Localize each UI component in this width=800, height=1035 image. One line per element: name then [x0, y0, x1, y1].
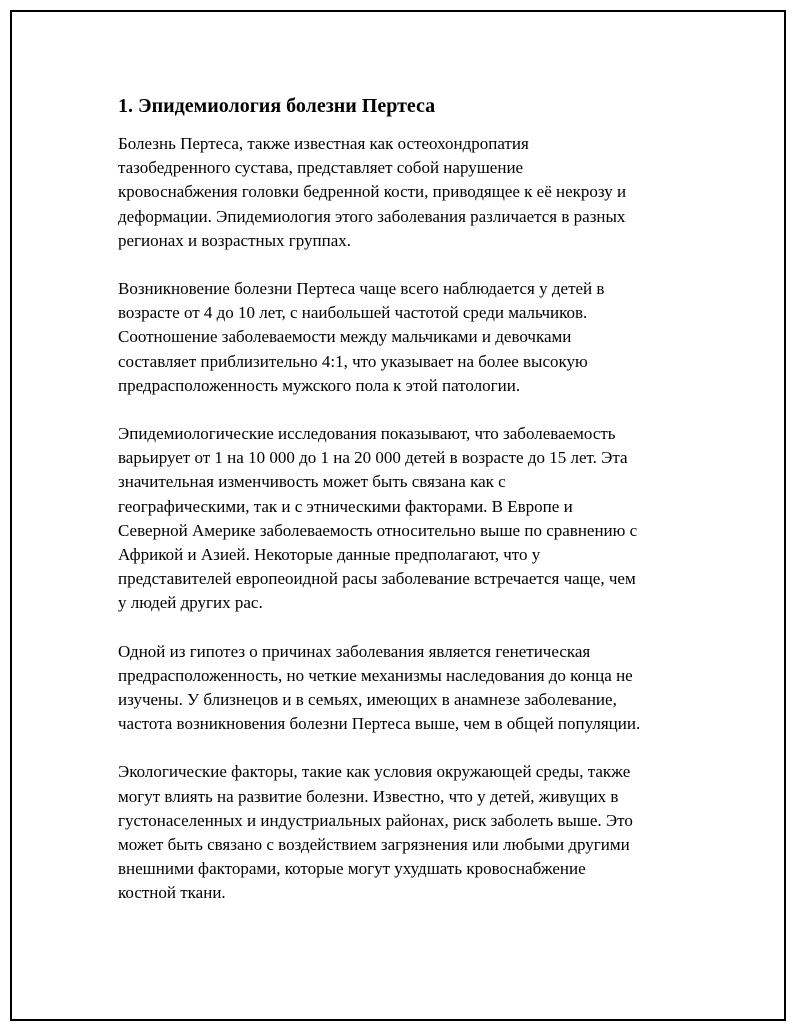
section-heading: 1. Эпидемиология болезни Пертеса — [118, 95, 436, 117]
paragraph-incidence: Эпидемиологические исследования показывают, что заболеваемость варьирует от 1 на 10 000 до 1 на 20 000 детей в возрасте до 15 лет. Эта значительная изменчивость может быть связана как с географическими, так и с этническими факторами. В Европе и Северной Америке заболеваемость относительно выше по сравнению с Африкой и Азией. Некоторые данные предполагают, что у представителей европеоидной расы заболевание встречается чаще, чем у людей других рас. — [118, 424, 638, 613]
document-body — [118, 92, 690, 930]
paragraph-intro: Болезнь Пертеса, также известная как остеохондропатия тазобедренного сустава, представляет собой нарушение кровоснабжения головки бедренной кости, приводящее к её некрозу и деформации. Эпидемиология этого заболевания различается в разных регионах и возрастных группах. — [118, 134, 627, 250]
paragraph-genetics: Одной из гипотез о причинах заболевания является генетическая предрасположенность, но четкие механизмы наследования до конца не изучены. У близнецов и в семьях, имеющих в анамнезе заболевание, частота возникновения болезни Пертеса выше, чем в общей популяции. — [118, 641, 641, 734]
paragraph-age-sex: Возникновение болезни Пертеса чаще всего наблюдается у детей в возрасте от 4 до 10 лет, с наибольшей частотой среди мальчиков. Соотношение заболеваемости между мальчиками и девочками составляет приблизительно 4:1, что указывает на более высокую предрасположенность мужского пола к этой патологии. — [118, 279, 605, 395]
paragraph-environment: Экологические факторы, такие как условия окружающей среды, также могут влиять на развитие болезни. Известно, что у детей, живущих в густонаселенных и индустриальных районах, риск заболеть выше. Это может быть связано с воздействием загрязнения или любыми другими внешними факторами, которые могут ухудшать кровоснабжение костной ткани. — [118, 762, 633, 903]
